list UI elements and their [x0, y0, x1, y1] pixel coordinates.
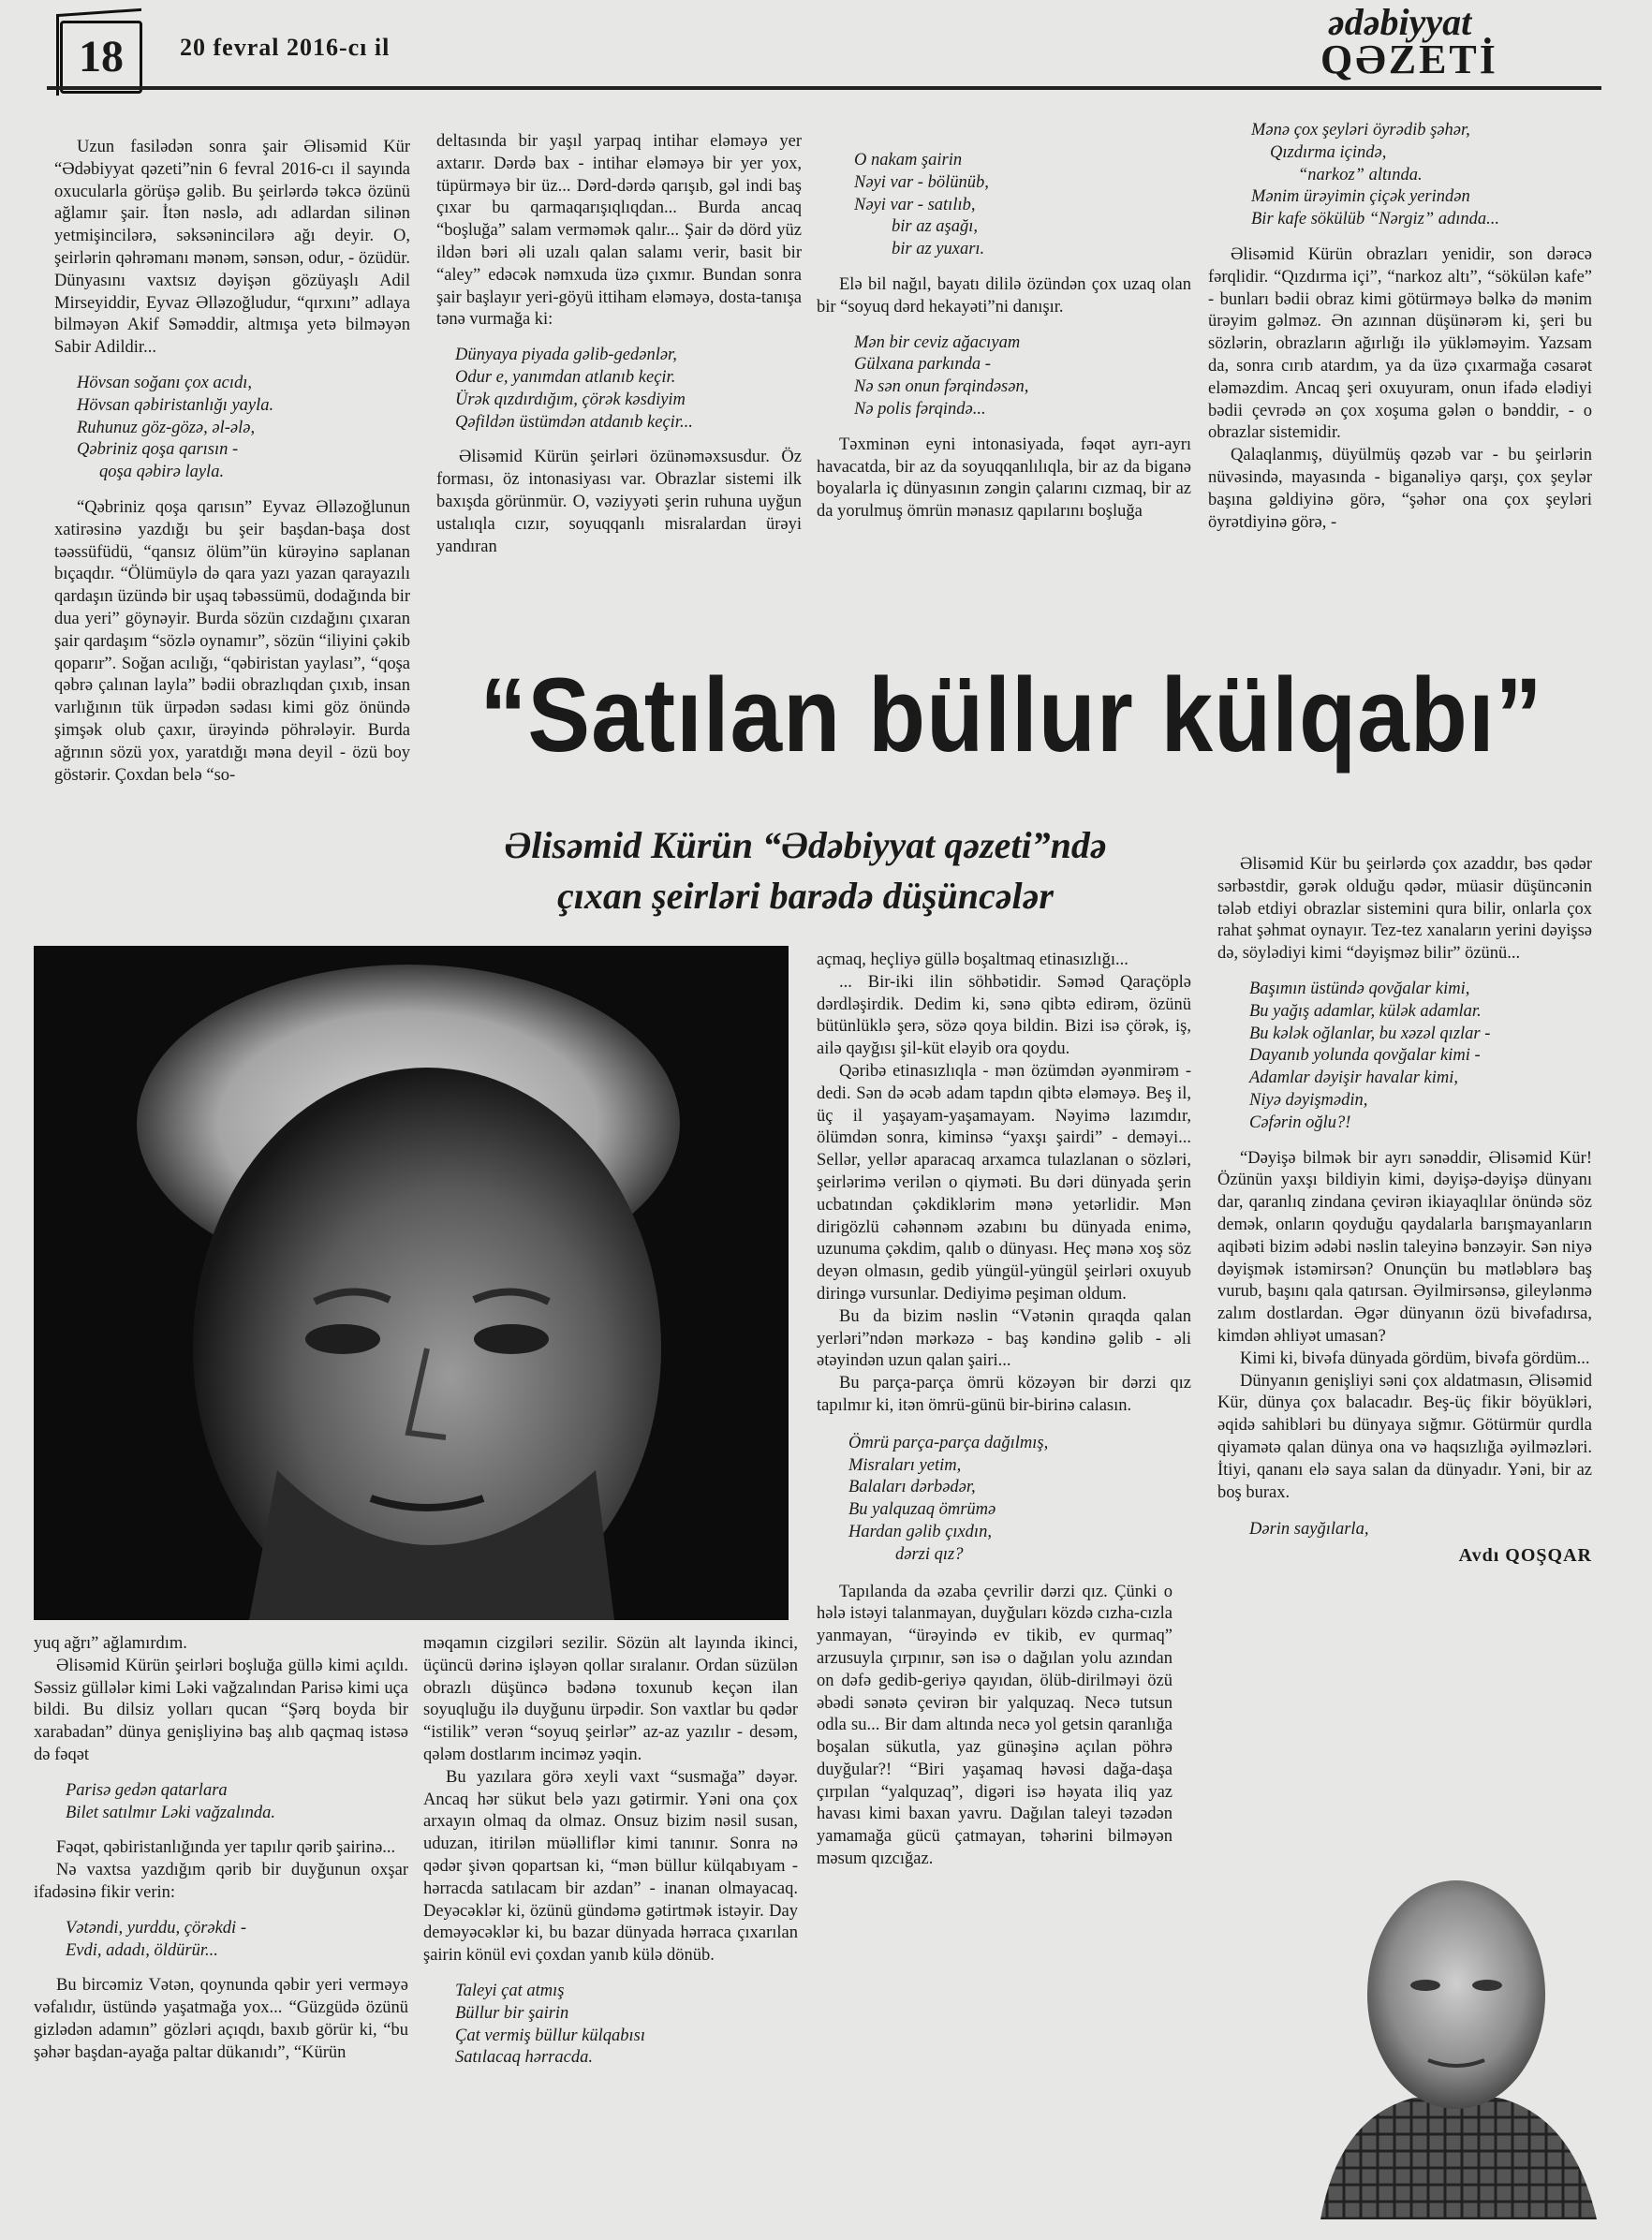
poem-line: bir az aşağı, — [892, 217, 979, 237]
closing: Dərin sayğılarla, — [1249, 1520, 1369, 1540]
poem-line: Hövsan qəbiristanlığı yayla. — [77, 395, 274, 415]
poem-line: Başımın üstündə qovğalar kimi, — [1249, 979, 1470, 998]
poem-line: Taleyi çat atmış — [455, 1981, 565, 2000]
poem-line: Ruhunuz göz-gözə, əl-ələ, — [77, 418, 256, 437]
paragraph: Bu da bizim nəslin “Vətənin qıraqda qalan yerləri”ndən mərkəzə - baş kəndinə gəlib - əli ətəyindən uzun qalan şairi... — [817, 1306, 1191, 1371]
poem-line: Nə polis fərqində... — [854, 399, 986, 419]
poem-line: Vətəndi, yurddu, çörəkdi - — [66, 1918, 246, 1938]
poem-1 — [77, 373, 410, 484]
poem-line: Evdi, adadı, öldürür... — [66, 1940, 218, 1960]
poem-line: Nə sən onun fərqindəsən, — [854, 377, 1029, 397]
paragraph: Nə vaxtsa yazdığım qərib bir duyğunun oxşar ifadəsinə fikir verin: — [34, 1861, 408, 1902]
paragraph: Kimi ki, bivəfa dünyada gördüm, bivəfa gördüm... — [1240, 1348, 1590, 1368]
paragraph: ... Bir-iki ilin söhbətidir. Səməd Qaraçöplə dərdləşirdik. Dedim ki, sənə qibtə edirəm, özünü bütünlüklə şerə, sözə qoya bildin. Bizi isə çörək, iş, ailə qayğısı şil-küt eləyib ora qoydu. — [817, 972, 1191, 1059]
poem-line: Bilet satılmır Ləki vağzalında. — [66, 1803, 276, 1822]
paragraph: Fəqət, qəbiristanlığında yer tapılır qərib şairinə... — [56, 1838, 396, 1858]
poem-3 — [854, 150, 1191, 261]
poem-line: Ömrü parça-parça dağılmış, — [848, 1433, 1049, 1452]
poem-line: Adamlar dəyişir havalar kimi, — [1249, 1068, 1459, 1088]
column-4-mid — [1217, 854, 1592, 1567]
poem-line: Mənim ürəyimin çiçək yerindən — [1251, 187, 1470, 207]
poem-line: “narkoz” altında. — [1298, 165, 1423, 184]
poem-line: Gülxana parkında - — [854, 355, 991, 375]
poem-4 — [854, 332, 1191, 421]
column-1-lower — [34, 1633, 408, 2065]
poem-line: Çat vermiş büllur külqabısı — [455, 2026, 645, 2045]
poem-line: Misraları yetim, — [848, 1455, 962, 1475]
subheadline-line: çıxan şeirləri barədə düşüncələr — [557, 875, 1054, 917]
reviewer-portrait-photo — [1302, 1873, 1611, 2219]
poem-line: bir az yuxarı. — [892, 240, 985, 259]
poem-line: Büllur bir şairin — [455, 2003, 569, 2023]
poem-line: Balaları dərbədər, — [848, 1478, 976, 1497]
paragraph: Əlisəmid Kürün şeirləri özünəməxsusdur. Öz forması, öz intonasiyası var. Obrazlar sistemi ilk baxışda görünmür. O, vəziyyəti şerin ruhuna uyğun ustalıqla cızır, soyuqqanlı misralardan ürəyi yandıran — [436, 448, 802, 556]
paragraph: Qalaqlanmış, düyülmüş qəzəb var - bu şeirlərin nüvəsində, mayasında - biganəliyə qarşı, çox şeylər başına gəldiyinə görə, “şəhər ona çox şeyləri öyrətdiyinə görə, - — [1208, 446, 1592, 532]
column-2-top — [436, 131, 802, 558]
paragraph: Əlisəmid Kürün obrazları yenidir, son dərəcə fərqlidir. “Qızdırma içi”, “narkoz altı”, “sökülən kafe” - bunları bədii obraz kimi götürməyə bəlkə də mənim ürəyim gəlməz. Ən azınnan düşünərəm ki, şeri bu sözlərin, obrazların ağırlığı ilə yükləməyim. Yazsam da, sonra cırıb atardım, ya da üzə çıxarmağa cəsarət eləməzdim. Ancaq şeri oxuyuram, onun ifadə elədiyi bədii çevrədə ən çox xoşuma gələn o bənddir, - o obrazlar sistemidir. — [1208, 244, 1592, 443]
paragraph: Bu parça-parça ömrü közəyən bir dərzi qız tapılmır ki, itən ömrü-günü bir-birinə calasın. — [817, 1374, 1191, 1415]
poem-10 — [455, 1981, 798, 2070]
poem-line: Bu kələk oğlanlar, bu xəzəl qızlar - — [1249, 1024, 1491, 1043]
poem-2 — [455, 345, 802, 434]
paragraph: Əlisəmid Kürün şeirləri boşluğa güllə kimi açıldı. Səssiz güllələr kimi Ləki vağzalından Parisə kimi uça bildi. Bu dilsiz yolları qucan “Şərq boyda bir xarabadan” dünya genişliyinə baş alıb qaçmaq istəsə də fəqət — [34, 1656, 408, 1764]
poem-5 — [1251, 120, 1592, 231]
author-portrait-photo — [34, 946, 789, 1620]
paragraph: “Dəyişə bilmək bir ayrı sənəddir, Əlisəmid Kür! Özünün yaxşı bildiyin kimi, dəyişə-dəyişə dünyanı dar, qaranlıq zindana çevirən ikiayaqlılar önündə söz demək, onların qoyduğu qaydalarla barışmayanların aqibəti bizim ədəbi nəslin taleyinə bənzəyir. Sən niyə dəyişmək istəmirsən? Onunçün bu mətləblərə baş vurub, başını qala qatırsan. Əyilmirsənsə, gileylənmə zalım dostlardan. Əgər dünyanın özü bivəfadırsa, kimdən əhliyət umasan? — [1217, 1148, 1592, 1346]
poem-line: Qəfildən üstümdən atdanıb keçir... — [455, 412, 693, 432]
header-rule — [47, 86, 1601, 90]
paragraph: Elə bil nağıl, bayatı dililə özündən çox uzaq olan bir “soyuq dərd hekayəti”ni danışır. — [817, 274, 1191, 317]
poem-line: Bu yalquzaq ömrümə — [848, 1500, 996, 1520]
poem-line: Parisə gedən qatarlara — [66, 1780, 228, 1800]
subheadline-line: Əlisəmid Kürün “Ədəbiyyat qəzeti”ndə — [504, 824, 1107, 866]
poem-line: Nəyi var - satılıb, — [854, 195, 976, 214]
poem-line: Ürək qızdırdığım, çörək kəsdiyim — [455, 390, 686, 409]
paragraph: Uzun fasilədən sonra şair Əlisəmid Kür “Ədəbiyyat qəzeti”nin 6 fevral 2016-cı il sayında oxucularla görüşə gəlib. Bu şeirlərdə təkcə özünü ağlamır şair. İtən nəslə, adı adlardan silinən yetmişincilərə, səksənincilərə ağı deyir. O, şeirlərin qəhrəmanı mənəm, sənsən, odur, - özüdür. Dünyasını vaxtsız dəyişən gözüyaşlı Adil Mirseyiddir, Eyvaz Əlləzoğludur, “qırxını” adlaya bilməyən Akif Səməddir, altmışa yetə bilməyən Sabir Adildir... — [54, 138, 410, 358]
headline: “Satılan büllur külqabı” — [479, 656, 1543, 774]
paragraph: Bu yazılara görə xeyli vaxt “susmağa” dəyər. Ancaq hər sükut belə yazı gətirmir. Yəni ona çox arxayın olmaq da olmaz. Onsuz bizim nəsil susan, uduzan, itirilən müəlliflər kimi tanınır. Sonra nə qədər şivən qopartsan ki, “mən büllur külqabıyam - hərracda satılacam bir azdan” - inanan olmayacaq. Deyəcəklər ki, özünü gündəmə gətirtmək istəyir. Day deməyəcəklər ki, bu bazar dünyada hərraca çıxarılan şairin könül evi çoxdan yanıb külə dönüb. — [423, 1767, 798, 1966]
poem-line: Cəfərin oğlu?! — [1249, 1113, 1351, 1132]
poem-line: Bu yağış adamlar, külək adamlar. — [1249, 1001, 1482, 1021]
poem-line: Bir kafe sökülüb “Nərgiz” adında... — [1251, 210, 1499, 229]
poem-8 — [66, 1780, 408, 1825]
paragraph: Qəribə etinasızlıqla - mən özümdən əyənmirəm - dedi. Sən də əcəb adam tapdın qibtə eləməyə. Beş il, üç il yaşayam-yaşamayam. Nəyimə lazımdır, ölümdən sonra, kiminsə “yaxşı şairdi” - deməyi... Sellər, yellər aparacaq arxamca tulazlanan o sözləri, şeirlərimə verilən o qiyməti. Bu dəri dünyada şerin ucbatından çəkdiklərim mənə yetərlidir. Mən dirigözlü cəhənnəm əzabını bu dünyada enimə, uzunuma çəkdim, qalıb o dünyası. Heç mənə xoş söz deyən olmasın, gedib yüngül-yüngül şeirləri oxuyub diringə vursunlar. Dediyimə peşiman oldum. — [817, 1061, 1191, 1304]
poem-line: Qızdırma içində, — [1270, 142, 1387, 162]
paragraph: “Qəbriniz qoşa qarısın” Eyvaz Əlləzoğlunun xatirəsinə yazdığı bu şeir başdan-başa dost təəssüfüdü, “qansız ölüm”ün kürəyinə saplanan bıçaqdır. “Ölümüylə də qara yazı yazan qarayazılı qardaşın üzündə bir uşaq təbəssümü, dodağında bir dua yeri” göynəyir. Burda sözün cızdağını çıxaran şair qardaşım “sözlə oynamır”, sözün “iliyini çəkib qoparır”. Soğan acılığı, “qəbiristan yaylası”, “qoşa qəbrə çalınan layla” bədii obrazlıqdan çıxıb, insan varlığının tük ürpədən sədası kimi göz önündə şimşək olub çaxır, ürəyində pöhrələyir. Burda ağrının sözü yox, yaratdığı məna deyil - özü boy göstərir. Çoxdan belə “so- — [54, 497, 410, 785]
poem-line: Satılacaq hərracda. — [455, 2048, 593, 2068]
poem-6 — [1249, 979, 1592, 1135]
paragraph: Təxminən eyni intonasiyada, fəqət ayrı-ayrı havacatda, bir az da soyuqqanlılıqla, bir az da biganə boyalarla iç dünyasının zəngin çalarını cızmaq, bir az da yorulmuş ömrün mənasız qapılarını boşluğa — [817, 435, 1191, 522]
subheadline — [431, 820, 1180, 921]
poem-7 — [848, 1433, 1191, 1567]
paragraph: Bu bircəmiz Vətən, qoynunda qəbir yeri verməyə vəfalıdır, üstündə yaşatmağa yox... “Güzgüdə özünü gizlədən adamın” gözləri açıqdı, baxıb görür ki, “bu şəhər başdan-ayağa paltar dükanıdı”, “Kürün — [34, 1976, 408, 2062]
poem-line: qoşa qəbirə layla. — [99, 463, 225, 482]
column-2-lower — [423, 1633, 798, 2070]
poem-line: Dayanıb yolunda qovğalar kimi - — [1249, 1046, 1481, 1066]
poem-line: Mənə çox şeyləri öyrədib şəhər, — [1251, 121, 1470, 140]
paragraph: Əlisəmid Kür bu şeirlərdə çox azaddır, bəs qədər sərbəstdir, gərək olduğu qədər, müasir düşüncənin tələb etdiyi obrazlar sistemini qura bilir, onlarla çox rahat şəhmat oynayır. Tez-tez xanaların yerini dəyişsə də, söylədiyi kimi “dəyişməz bilir” özünü... — [1217, 855, 1592, 964]
paragraph: yuq ağrı” ağlamırdım. — [34, 1634, 187, 1653]
issue-date: 20 fevral 2016-cı il — [180, 34, 391, 61]
masthead-logo-top: ədəbiyyat — [1328, 1, 1472, 43]
poem-line: Qəbriniz qoşa qarısın - — [77, 440, 239, 460]
paragraph: açmaq, heçliyə güllə boşaltmaq etinasızlığı... — [817, 951, 1128, 969]
poem-line: Hövsan soğanı çox acıdı, — [77, 373, 253, 392]
column-3-top — [817, 150, 1191, 523]
column-4-top — [1208, 120, 1592, 534]
poem-line: Dünyaya piyada gəlib-gedənlər, — [455, 346, 677, 365]
paragraph: məqamın cizgiləri sezilir. Sözün alt layında ikinci, üçüncü dərinə işləyən qollar sıralanır. Ordan süzülən obrazlı düşüncə bədənə toxunub keçən ilan soyuqluğu ilə duyğunu ürpədir. Son vaxtlar bu qədər “istilik” verən “soyuq şeirlər” az-az yazılır - desəm, qələm dostlarım inciməz yəqin. — [423, 1634, 798, 1764]
poem-9 — [66, 1918, 408, 1963]
paragraph: Dünyanın genişliyi səni çox aldatmasın, Əlisəmid Kür, dünya çox balacadır. Beş-üç fikir böyükləri, əqidə sahibləri bu dünyaya sığmır. Götürmür qurdla qiyamətə qalan dünya ona və haqsızlığa əyilməzləri. İtiyi, qananı elə saya salan da dünyadır. Yəni, bir az boş burax. — [1217, 1371, 1592, 1502]
page-number: 18 — [60, 21, 142, 94]
poem-line: dərzi qız? — [895, 1544, 964, 1564]
column-1-top — [54, 137, 410, 787]
author-signature: Avdı QOŞQAR — [1458, 1545, 1592, 1567]
poem-line: Mən bir ceviz ağacıyam — [854, 332, 1021, 352]
paragraph: deltasında bir yaşıl yarpaq intihar eləməyə yer axtarır. Dərdə bax - intihar eləməyə bir yer yox, tüpürməyə bir üz... Dərd-dərdə qarışıb, gəl indi baş çıxar bu qarmaqarışıqlıqdan... Burda ancaq “boşluğa” salam verməmək qalır... Şair də dörd yüz ildən bəri əli uzalı qalan salamı verir, basit bir “aley” edəcək nəmxuda üzə çıxmır. Bundan sonra şair başlayır yeri-göyü ittiham eləməyə, dosta-tanışa tənə vurmağa ki: — [436, 132, 802, 330]
poem-line: O nakam şairin — [854, 151, 963, 169]
poem-line: Niyə dəyişmədin, — [1249, 1090, 1368, 1110]
poem-line: Hardan gəlib çıxdın, — [848, 1522, 992, 1541]
poem-line: Odur e, yanımdan atlanıb keçir. — [455, 367, 676, 387]
masthead-logo-bottom: QƏZETİ — [1320, 37, 1498, 82]
column-3-lower — [817, 950, 1191, 1871]
poem-line: Nəyi var - bölünüb, — [854, 172, 989, 192]
paragraph: Tapılanda da əzaba çevrilir dərzi qız. Çünki o hələ istəyi talanmayan, duyğuları közdə cızha-cızla yanmayan, “ürəyində ev tikib, ev qurmaq” arzusuyla çırpınır, sən isə o dağılan yolu azından on dəfə gedib-geriyə qayıdan, ölüb-dirilməyi özü əbədi sənətə çevirən bir yalquzaq. Necə tutsun odla su... Bir dam altında necə yol getsin qaranlığa boşalan sükutla, yaz günəşinə açılan pöhrə duyğular?! “Biri yaşamaq həvəsi dağa-daşa çırpılan “yalquzaq”, digəri isə həyata iliq yaz havası kimi baxan yavru. Dağılan taleyi təzədən yamamağa gücü çatmayan, təhərini bilməyən məsum qızcığaz. — [817, 1582, 1173, 1869]
